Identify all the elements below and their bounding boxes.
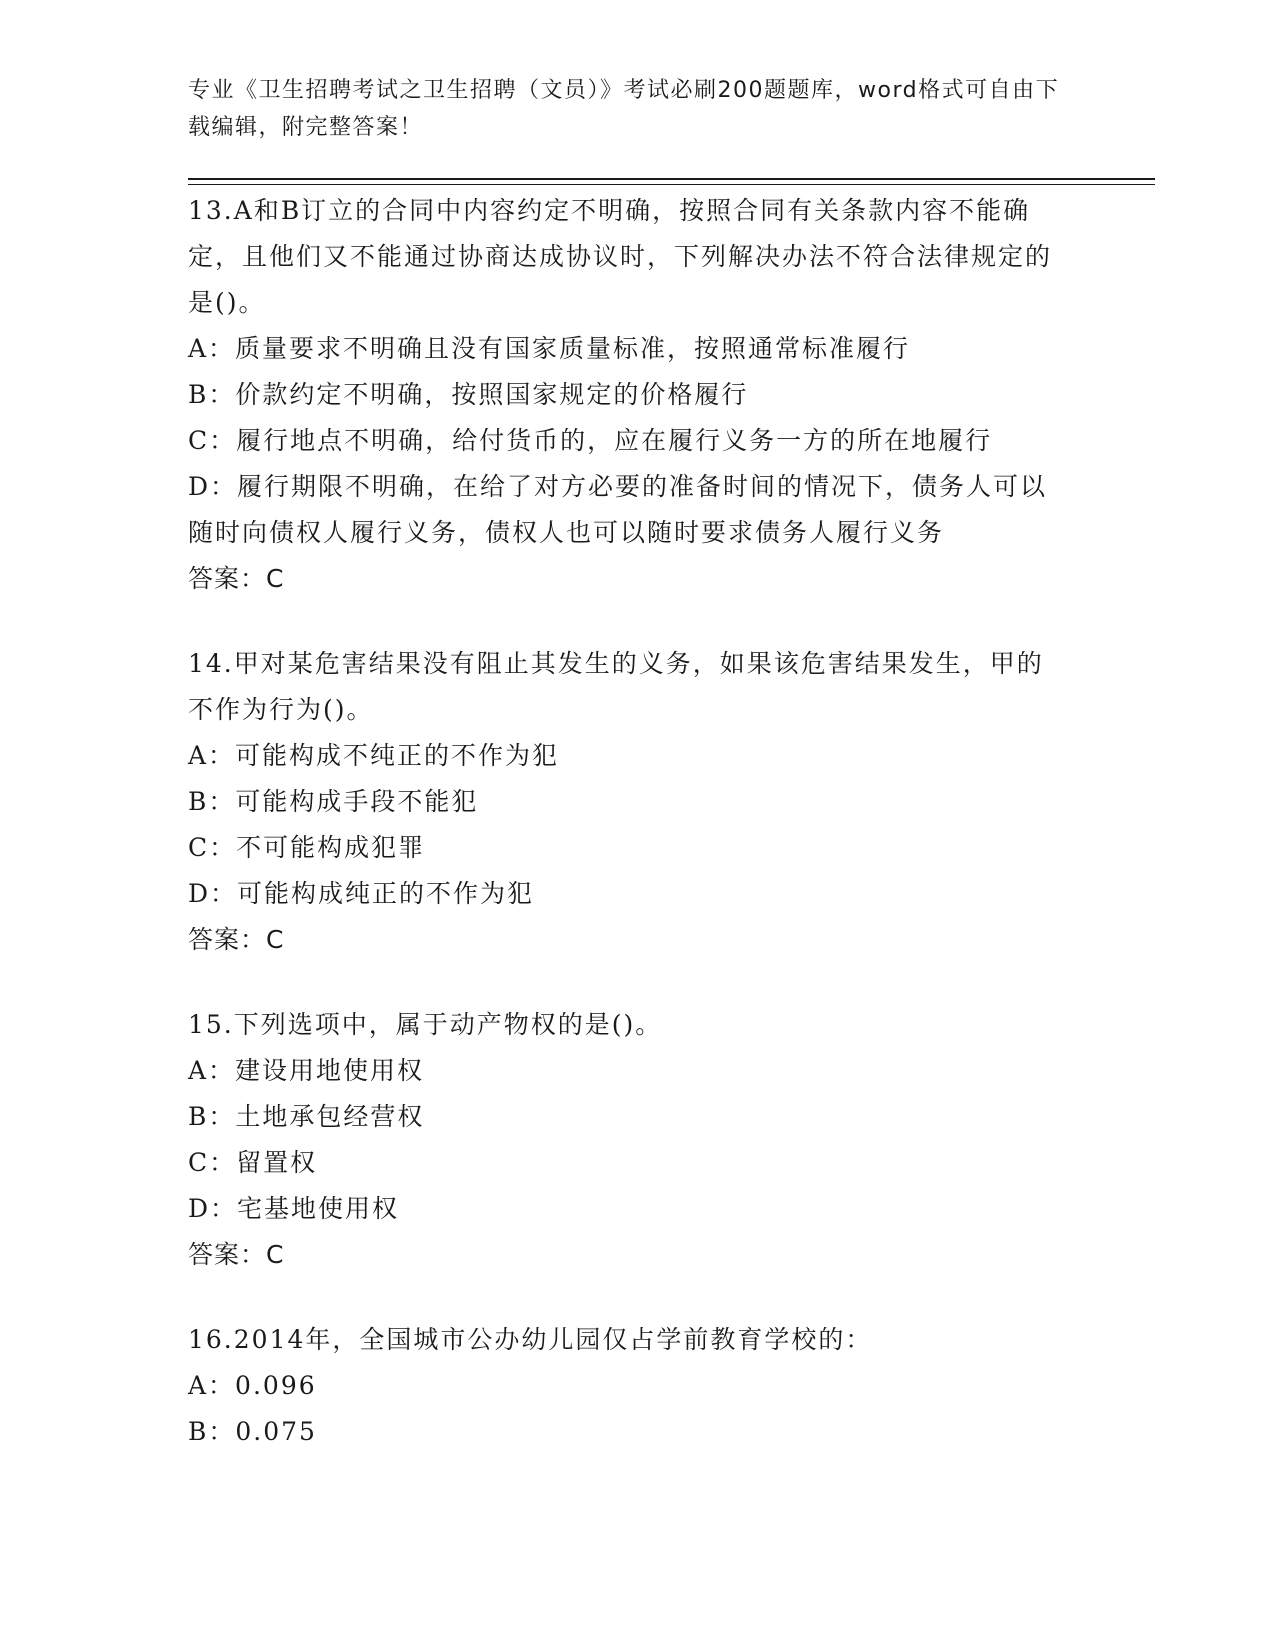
option-d: D：宅基地使用权 — [188, 1194, 400, 1223]
question-13 — [188, 188, 1088, 602]
question-stem: 14.甲对某危害结果没有阻止其发生的义务，如果该危害结果发生，甲的不作为行为()。 — [188, 649, 1044, 724]
answer-text: 答案：C — [188, 1240, 285, 1269]
option-d: D：履行期限不明确，在给了对方必要的准备时间的情况下，债务人可以随时向债权人履行义务，债权人也可以随时要求债务人履行义务 — [188, 472, 1048, 547]
option-c: C：不可能构成犯罪 — [188, 833, 426, 862]
option-b: B：0.075 — [188, 1417, 317, 1446]
option-a: A：可能构成不纯正的不作为犯 — [188, 741, 560, 770]
option-a: A：0.096 — [188, 1371, 317, 1400]
option-b: B：价款约定不明确，按照国家规定的价格履行 — [188, 380, 749, 409]
answer-text: 答案：C — [188, 564, 285, 593]
option-c: C：履行地点不明确，给付货币的，应在履行义务一方的所在地履行 — [188, 426, 993, 455]
option-a: A：质量要求不明确且没有国家质量标准，按照通常标准履行 — [188, 334, 911, 363]
question-16 — [188, 1317, 1088, 1455]
header-divider-thick — [188, 178, 1155, 180]
question-14 — [188, 641, 1088, 963]
question-stem: 16.2014年，全国城市公办幼儿园仅占学前教育学校的： — [188, 1325, 873, 1354]
option-d: D：可能构成纯正的不作为犯 — [188, 879, 535, 908]
answer-text: 答案：C — [188, 925, 285, 954]
question-15 — [188, 1002, 1088, 1278]
question-list — [188, 188, 1088, 1494]
question-stem: 13.A和B订立的合同中内容约定不明确，按照合同有关条款内容不能确定，且他们又不能通过协商达成协议时，下列解决办法不符合法律规定的是()。 — [188, 196, 1053, 317]
header-divider-thin — [188, 184, 1155, 185]
question-stem: 15.下列选项中，属于动产物权的是()。 — [188, 1010, 663, 1039]
option-c: C：留置权 — [188, 1148, 318, 1177]
document-header: 专业《卫生招聘考试之卫生招聘（文员）》考试必刷200题题库，word格式可自由下载编辑，附完整答案！ — [188, 78, 1060, 140]
option-a: A：建设用地使用权 — [188, 1056, 425, 1085]
option-b: B：土地承包经营权 — [188, 1102, 425, 1131]
option-b: B：可能构成手段不能犯 — [188, 787, 479, 816]
